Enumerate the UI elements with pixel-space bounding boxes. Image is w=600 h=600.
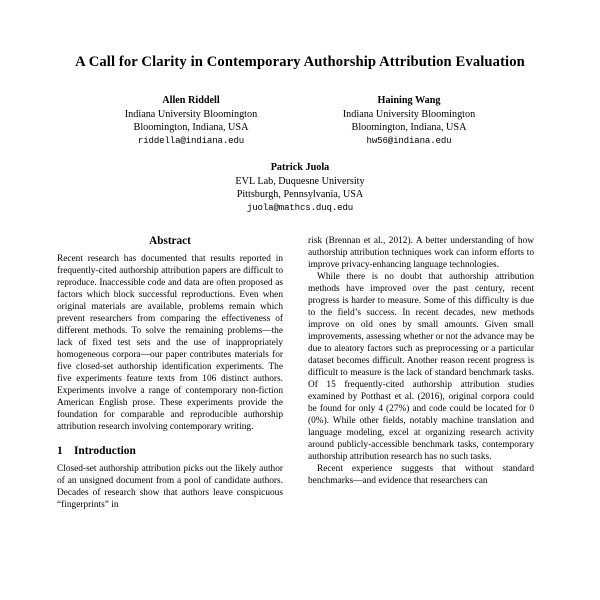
right-paragraph-1: risk (Brennan et al., 2012). A better understanding of how authorship attribution techniques work can inform efforts to improve privacy-enhancing language technologies.	[308, 236, 534, 271]
section-number: 1	[57, 445, 63, 458]
author-name: Haining Wang	[377, 94, 441, 106]
left-column	[57, 235, 283, 511]
author-affiliation: Indiana University Bloomington	[342, 108, 476, 120]
author-email[interactable]: hw56@indiana.edu	[366, 134, 452, 146]
right-paragraph-2: While there is no doubt that authorship attribution methods have improved over the past century, recent progress is harder to measure. Some of this difficulty is due to the field’s success. In recent decades, new methods improve on old ones by small amounts. Given small improvements, assessing whether or not the advance may be due to aleatory factors such as preprocessing or a particular dataset becomes difficult. Another reason recent progress is difficult to measure is the lack of standard benchmark tasks. Of 15 frequently-cited authorship attribution studies examined by Potthast et al. (2016), original corpora could be found for only 4 (27%) and code could be located for 0 (0%). While other fields, notably machine translation and language modeling, excel at organizing research activity around publicly-accessible benchmark tasks, contemporary authorship attribution research has no such tasks.	[308, 272, 535, 463]
author-affiliation: EVL Lab, Duquesne University	[235, 176, 365, 188]
author-location: Pittsburgh, Pennsylvania, USA	[236, 189, 364, 201]
author-email[interactable]: riddella@indiana.edu	[137, 134, 245, 146]
author-name: Patrick Juola	[270, 162, 330, 174]
right-paragraph-3: Recent experience suggests that without standard benchmarks—and evidence that researchers can	[308, 464, 534, 487]
author-block-3	[57, 161, 543, 214]
author-block-1	[82, 94, 300, 147]
section-heading-introduction	[57, 445, 283, 457]
author-name: Allen Riddell	[162, 94, 220, 106]
author-email[interactable]: juola@mathcs.duq.edu	[246, 202, 354, 214]
introduction-paragraph: Closed-set authorship attribution picks out the likely author of an unsigned document from a pool of candidate authors. Decades of research show that authors leave conspicuous “fingerprints” in	[57, 464, 283, 511]
paper-title: A Call for Clarity in Contemporary Authorship Attribution Evaluation	[75, 54, 525, 70]
author-row-primary	[57, 94, 543, 147]
author-block-2	[300, 94, 518, 147]
abstract-paragraph: Recent research has documented that results reported in frequently-cited authorship attribution papers are difficult to reproduce. Inaccessible code and data are often proposed as factors which block successful reproductions. Even when original materials are available, problems remain which prevent researchers from comparing the effectiveness of different methods. To solve the remaining problems—the lack of fixed test sets and the use of inappropriately homogeneous corpora—our paper contributes materials for five closed-set authorship identification experiments. The five experiments feature texts from 106 distinct authors. Experiments involve a range of contemporary non-fiction American English prose. These experiments provide the foundation for comparable and reproducible authorship attribution research involving contemporary writing.	[57, 254, 283, 433]
abstract-heading: Abstract	[149, 235, 191, 248]
section-title: Introduction	[74, 445, 136, 458]
author-location: Bloomington, Indiana, USA	[351, 121, 467, 133]
author-affiliation: Indiana University Bloomington	[124, 108, 258, 120]
author-location: Bloomington, Indiana, USA	[133, 121, 249, 133]
two-column-body	[57, 235, 543, 511]
right-column	[308, 235, 534, 511]
abstract-body	[57, 253, 283, 433]
